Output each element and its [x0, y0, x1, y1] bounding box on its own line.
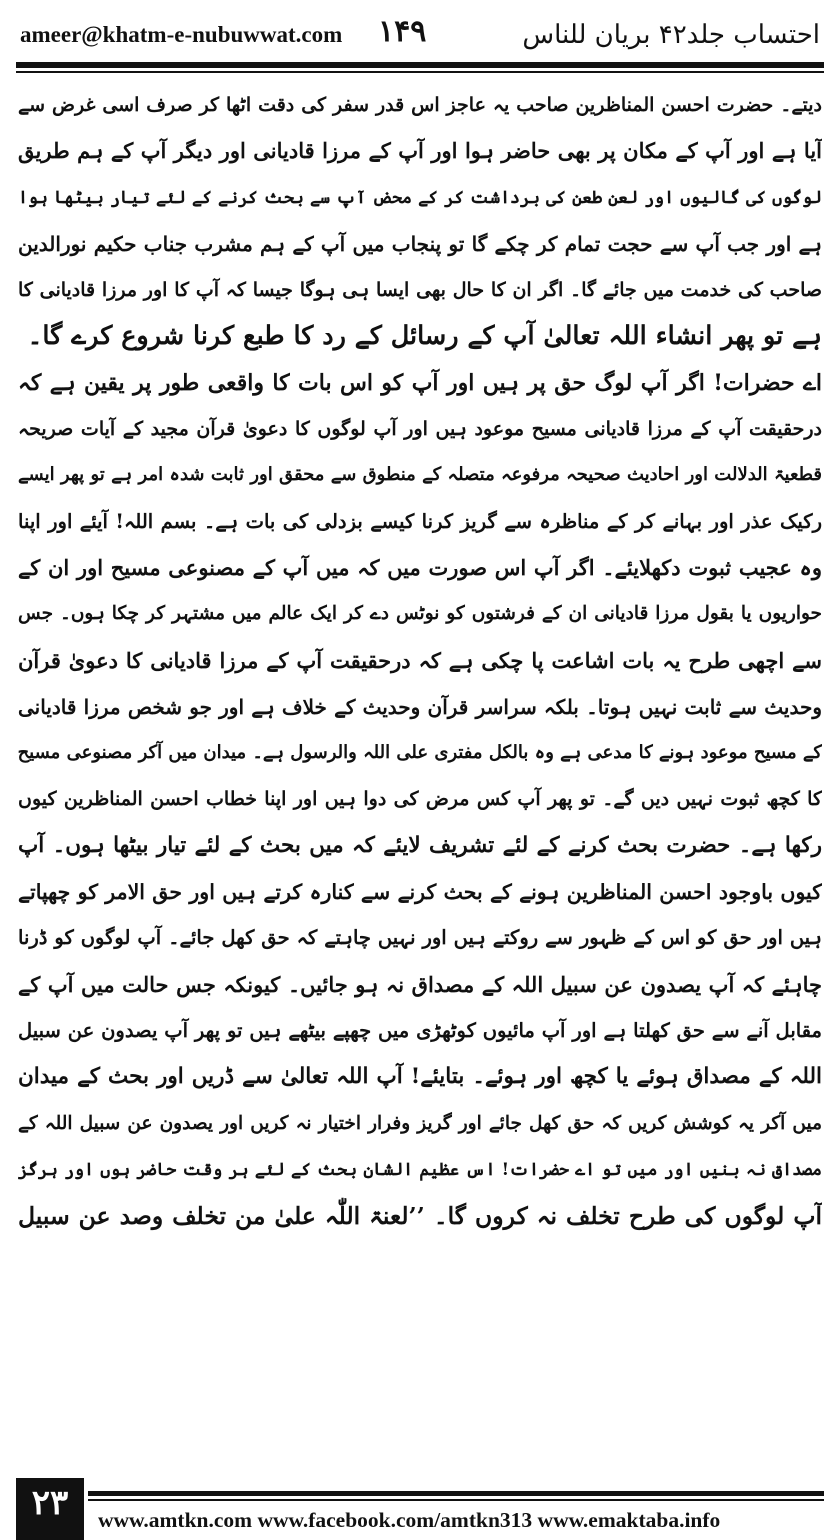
footer-rule-thin [88, 1499, 824, 1501]
text-line: چاہئے کہ آپ یصدون عن سبیل اللہ کے مصداق نہ ہو جائیں۔ کیونکہ جس حالت میں آپ کے [18, 971, 822, 997]
text-line: آیا ہے اور آپ کے مکان پر بھی حاضر ہوا اور آپ کے مرزا قادیانی اور دیگر آپ کے ہم طریق [18, 138, 822, 164]
text-line: وحدیث سے ثابت نہیں ہوتا۔ بلکہ سراسر قرآن وحدیث کے خلاف ہے اور جو شخص مرزا قادیانی [18, 694, 822, 719]
text-line: رکھا ہے۔ حضرت بحث کرنے کے لئے تشریف لایئے کہ میں بحث کے لئے تیار بیٹھا ہوں۔ آپ [18, 832, 822, 858]
page-footer [0, 1474, 840, 1540]
text-line: رکیک عذر اور بہانے کر کے مناظرہ سے گریز کرنا کیسے بزدلی کی بات ہے۔ بسم اللہ! آیئے اور اپنا [18, 509, 822, 533]
text-line: اے حضرات! اگر آپ لوگ حق پر ہیں اور آپ کو اس بات کا واقعی طور پر یقین ہے کہ [18, 369, 822, 396]
text-line: مصداق نہ بنیں اور میں تو اے حضرات! اس عظیم الشان بحث کے لئے ہر وقت حاضر ہوں اور ہرگز [18, 1159, 822, 1180]
text-line: کے مسیح موعود ہونے کا مدعی ہے وہ بالکل مفتری علی اللہ والرسول ہے۔ میدان میں آکر مصنوعی مسیح [18, 742, 822, 764]
text-line: ہیں اور حق کو اس کے ظہور سے روکتے ہیں اور نہیں چاہتے کہ حق کھل جائے۔ آپ لوگوں کو ڈرنا [18, 926, 822, 950]
text-line: صاحب کی خدمت میں جائے گا۔ اگر ان کا حال بھی ایسا ہی ہوگا جیسا کہ آپ کا اور مرزا قادیانی کا [18, 279, 822, 302]
text-line: وہ عجیب ثبوت دکھلایئے۔ اگر آپ اس صورت میں کہ میں آپ کے مصنوعی مسیح اور ان کے [18, 554, 822, 580]
text-line: حواریوں یا بقول مرزا قادیانی ان کے فرشتوں کو نوٹس دے کر ایک عالم میں مشتہر کر چکا ہوں۔ جس [18, 603, 822, 625]
page-body [18, 82, 822, 1474]
text-line: درحقیقت آپ کے مرزا قادیانی مسیح موعود ہیں اور آپ لوگوں کا دعویٰ قرآن مجید کے آیات صریحہ [18, 418, 822, 441]
page-header [0, 0, 840, 66]
text-line: سے اچھی طرح یہ بات اشاعت پا چکی ہے کہ درحقیقت آپ کے مرزا قادیانی کا دعویٰ قرآن [18, 647, 822, 673]
text-line: اللہ کے مصداق ہوئے یا کچھ اور ہوئے۔ بتایئے! آپ اللہ تعالیٰ سے ڈریں اور بحث کے میدان [18, 1064, 822, 1090]
text-line: ہے تو پھر انشاء اللہ تعالیٰ آپ کے رسائل کے رد کا طبع کرنا شروع کرے گا۔ [27, 321, 822, 352]
header-rule-thin [16, 71, 824, 73]
header-page-number: ۱۴۹ [378, 14, 427, 49]
header-rule-thick [16, 62, 824, 68]
text-line: مقابل آنے سے حق کھلتا ہے اور آپ مائیوں کوٹھڑی میں چھپے بیٹھے ہیں تو پھر آپ یصدون عن سبیل [18, 1018, 822, 1042]
footer-links: www.amtkn.com www.facebook.com/amtkn313 www.emaktaba.info [98, 1508, 721, 1532]
header-book-title: احتساب جلد۴۲ بریان للناس [522, 20, 820, 50]
text-line: آپ لوگوں کی طرح تخلف نہ کروں گا۔ ’’لعنۃ اللّٰہ علیٰ من تخلف وصد عن سبیل [18, 1202, 822, 1231]
text-line: کیوں باوجود احسن المناظرین ہونے کے بحث کرنے سے کنارہ کرتے ہیں اور حق الامر کو چھپاتے [18, 880, 822, 905]
text-line: لوگوں کی گالیوں اور لعن طعن کی برداشت کر کے محض آپ سے بحث کرنے کے لئے تیار بیٹھا ہوا [18, 187, 822, 208]
footer-rule-thick [88, 1491, 824, 1496]
header-email: ameer@khatm-e-nubuwwat.com [20, 22, 343, 47]
text-line: میں آکر یہ کوشش کریں کہ حق کھل جائے اور گریز وفرار اختیار نہ کریں اور یصدون عن سبیل اللہ کے [18, 1112, 822, 1134]
text-line: ہے اور جب آپ سے حجت تمام کر چکے گا تو پنجاب میں آپ کے ہم مشرب جناب حکیم نورالدین [18, 231, 822, 256]
text-line: کا کچھ ثبوت نہیں دیں گے۔ تو پھر آپ کس مرض کی دوا ہیں اور اپنا خطاب احسن المناظرین کیوں [18, 788, 822, 811]
footer-page-number: ۲۳ [16, 1478, 84, 1540]
text-line: دیتے۔ حضرت احسن المناظرین صاحب یہ عاجز اس قدر سفر کی دقت اٹھا کر صرف اسی غرض سے [18, 94, 822, 116]
text-line: قطعیۃ الدلالت اور احادیث صحیحہ مرفوعہ متصلہ کے منطوق سے محقق اور ثابت شدہ امر ہے تو پھر ایسے [18, 464, 822, 486]
